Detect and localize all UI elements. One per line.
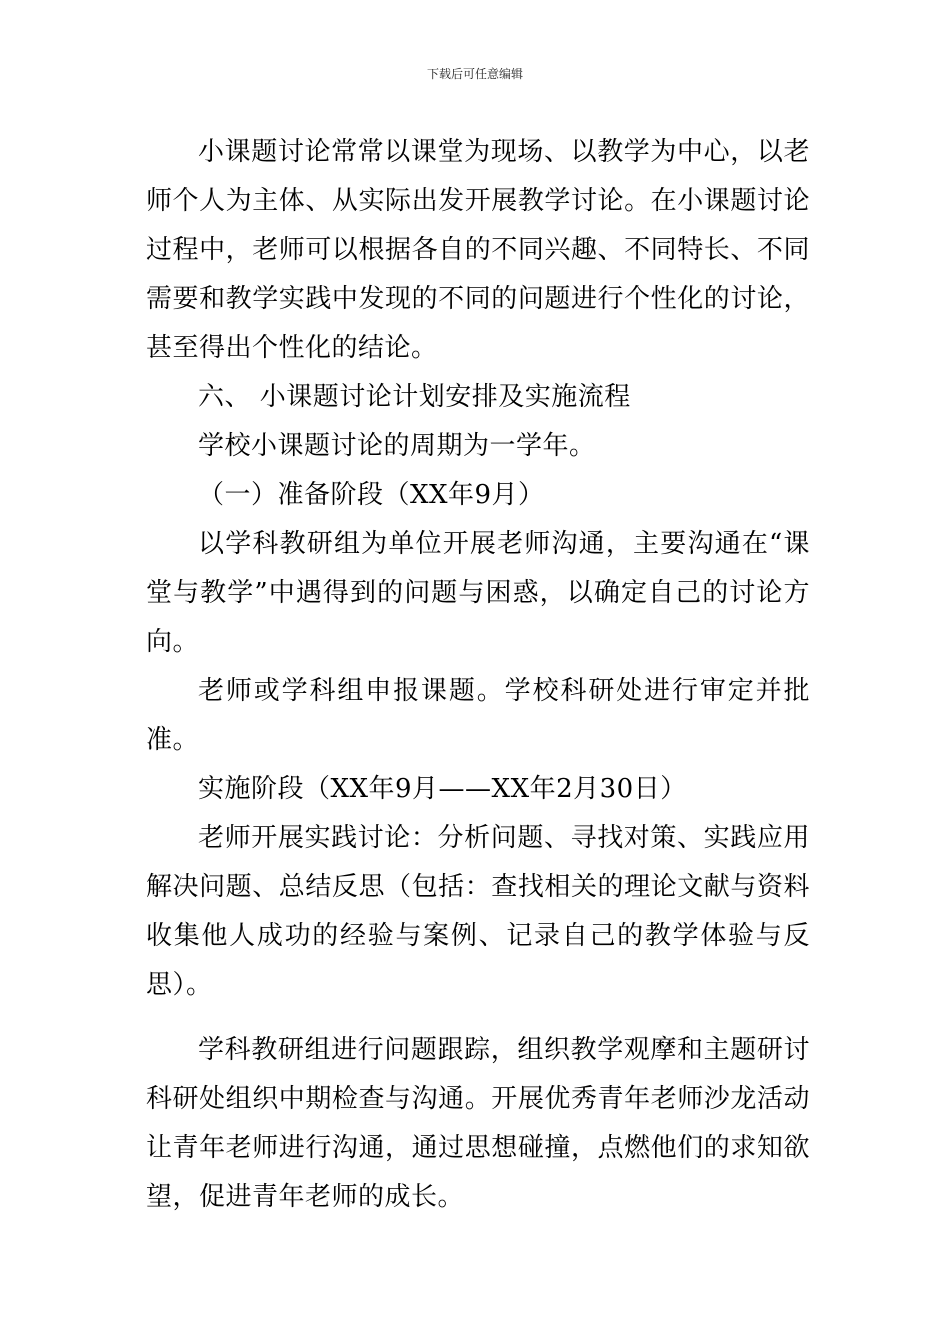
document-body [146, 128, 810, 1222]
subheading-preparation: （一）准备阶段（XX年9月） [198, 480, 545, 510]
paragraph-cycle: 学校小课题讨论的周期为一学年。 [198, 431, 596, 461]
paragraph-application: 老师或学科组申报课题。学校科研处进行审定并批准。 [146, 676, 810, 755]
paragraph-communication: 以学科教研组为单位开展老师沟通，主要沟通在“课堂与教学”中遇得到的问题与困惑，以确定自己的讨论方向。 [146, 529, 810, 657]
subheading-implementation: 实施阶段（XX年9月——XX年2月30日） [198, 774, 687, 804]
section-heading-six: 六、 小课题讨论计划安排及实施流程 [198, 382, 631, 412]
paragraph-practice: 老师开展实践讨论：分析问题、寻找对策、实践应用解决问题、总结反思（包括：查找相关的理论文献与资料收集他人成功的经验与案例、记录自己的教学体验与反思）。 [146, 823, 810, 1000]
paragraph-tracking: 学科教研组进行问题跟踪，组织教学观摩和主题研讨科研处组织中期检查与沟通。开展优秀青年老师沙龙活动让青年老师进行沟通，通过思想碰撞，点燃他们的求知欲望，促进青年老师的成长。 [146, 1035, 810, 1212]
page-header: 下载后可任意编辑 [426, 67, 523, 81]
paragraph-intro: 小课题讨论常常以课堂为现场、以教学为中心，以老师个人为主体、从实际出发开展教学讨论。在小课题讨论过程中，老师可以根据各自的不同兴趣、不同特长、不同需要和教学实践中发现的不同的问题进行个性化的讨论，甚至得出个性化的结论。 [146, 137, 810, 363]
